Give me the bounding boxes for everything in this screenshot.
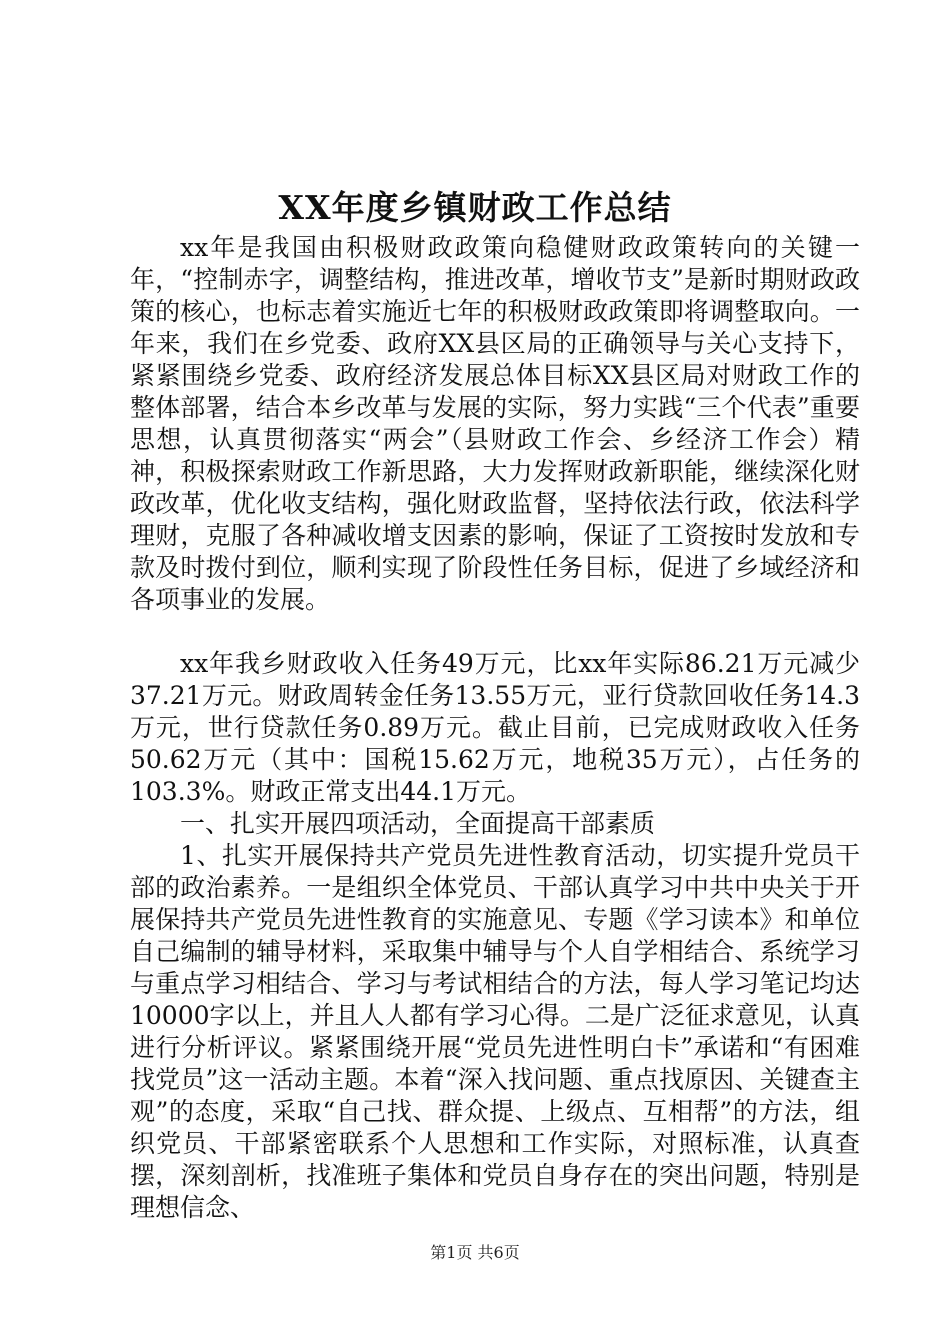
paragraph-activity-1: 1、扎实开展保持共产党员先进性教育活动，切实提升党员干部的政治素养。一是组织全体党员、干部认真学习中共中央关于开展保持共产党员先进性教育的实施意见、专题《学习读本》和单位自己编制的辅导材料，采取集中辅导与个人自学相结合、系统学习与重点学习相结合、学习与考试相结合的方法，每人学习笔记均达10000字以上，并且人人都有学习心得。二是广泛征求意见，认真进行分析评议。紧紧围绕开展“党员先进性明白卡”承诺和“有困难找党员”这一活动主题。本着“深入找问题、重点找原因、关键查主观”的态度，采取“自己找、群众提、上级点、互相帮”的方法，组织党员、干部紧密联系个人思想和工作实际，对照标准，认真查摆，深刻剖析，找准班子集体和党员自身存在的突出问题，特别是理想信念、 [130, 841, 860, 1222]
document-body [130, 232, 860, 1224]
section-heading-1: 一、扎实开展四项活动，全面提高干部素质 [180, 809, 656, 838]
document-title: XX年度乡镇财政工作总结 [278, 188, 672, 227]
page-footer: 第1页 共6页 [430, 1243, 520, 1262]
paragraph-intro: xx年是我国由积极财政政策向稳健财政政策转向的关键一年，“控制赤字，调整结构，推进改革，增收节支”是新时期财政政策的核心，也标志着实施近七年的积极财政政策即将调整取向。一年来，我们在乡党委、政府XX县区局的正确领导与关心支持下，紧紧围绕乡党委、政府经济发展总体目标XX县区局对财政工作的整体部署，结合本乡改革与发展的实际，努力实践“三个代表”重要思想，认真贯彻落实“两会”（县财政工作会、乡经济工作会）精神，积极探索财政工作新思路，大力发挥财政新职能，继续深化财政改革，优化收支结构，强化财政监督，坚持依法行政，依法科学理财，克服了各种减收增支因素的影响，保证了工资按时发放和专款及时拨付到位，顺利实现了阶段性任务目标，促进了乡域经济和各项事业的发展。 [130, 233, 860, 614]
paragraph-revenue: xx年我乡财政收入任务49万元，比xx年实际86.21万元减少37.21万元。财政周转金任务13.55万元，亚行贷款回收任务14.3万元，世行贷款任务0.89万元。截止目前，已完成财政收入任务50.62万元（其中：国税15.62万元，地税35万元），占任务的103.3%。财政正常支出44.1万元。 [130, 649, 860, 806]
